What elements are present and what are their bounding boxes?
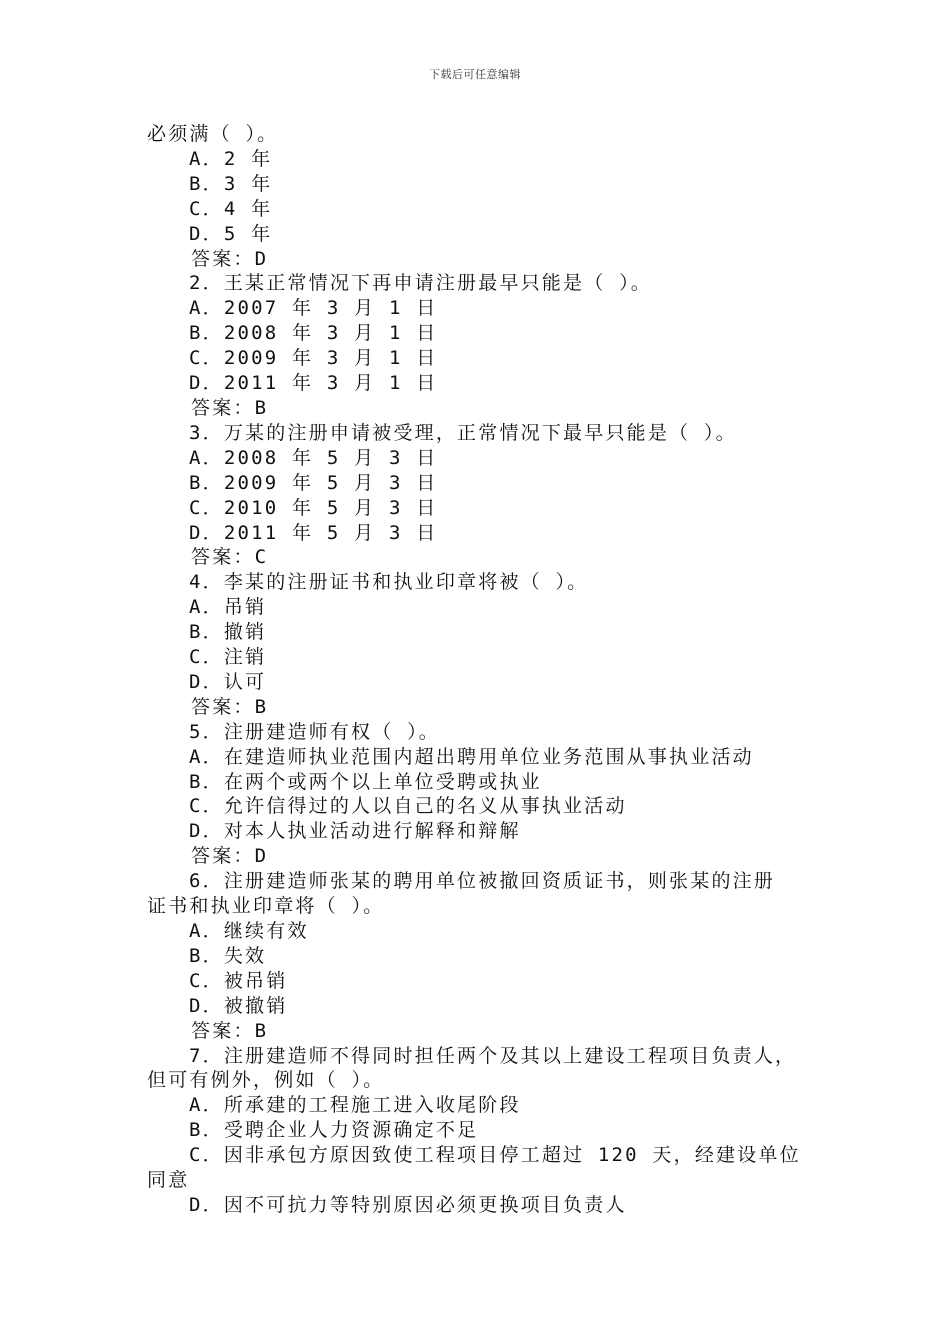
option-d: D．2011 年 3 月 1 日	[189, 372, 438, 395]
option-c: C．注销	[189, 646, 267, 669]
option-a: A．2 年	[189, 147, 273, 170]
answer: 答案：B	[191, 1019, 269, 1042]
option-b: B．2008 年 3 月 1 日	[189, 322, 438, 345]
answer: 答案：B	[191, 695, 269, 718]
question-7-continuation: 但可有例外，例如（ ）。	[147, 1069, 385, 1092]
page-header: 下载后可任意编辑	[429, 68, 521, 81]
option-c: C．2009 年 3 月 1 日	[189, 347, 438, 370]
question-6: 6．注册建造师张某的聘用单位被撤回资质证书，则张某的注册	[189, 870, 776, 893]
option-d: D．2011 年 5 月 3 日	[189, 521, 438, 544]
option-b: B．撤销	[189, 621, 267, 644]
option-a: A．2007 年 3 月 1 日	[189, 297, 438, 320]
option-b: B．在两个或两个以上单位受聘或执业	[189, 770, 542, 793]
option-d: D．对本人执业活动进行解释和辩解	[189, 820, 521, 843]
option-c-continuation: 同意	[147, 1169, 190, 1192]
question-4: 4．李某的注册证书和执业印章将被（ ）。	[189, 571, 589, 594]
question-3: 3．万某的注册申请被受理，正常情况下最早只能是（ ）。	[189, 421, 737, 444]
question-2: 2．王某正常情况下再申请注册最早只能是（ ）。	[189, 272, 652, 295]
option-c: C．4 年	[189, 197, 273, 220]
option-b: B．2009 年 5 月 3 日	[189, 471, 438, 494]
question-6-continuation: 证书和执业印章将（ ）。	[147, 895, 385, 918]
option-c: C．因非承包方原因致使工程项目停工超过 120 天，经建设单位	[189, 1144, 801, 1167]
option-a: A．所承建的工程施工进入收尾阶段	[189, 1094, 521, 1117]
question-7: 7．注册建造师不得同时担任两个及其以上建设工程项目负责人，	[189, 1044, 797, 1067]
option-b: B．3 年	[189, 172, 273, 195]
answer: 答案：D	[191, 247, 269, 270]
option-d: D．因不可抗力等特别原因必须更换项目负责人	[189, 1193, 627, 1216]
option-d: D．5 年	[189, 222, 273, 245]
answer: 答案：D	[191, 845, 269, 868]
option-a: A．2008 年 5 月 3 日	[189, 446, 438, 469]
question-5: 5．注册建造师有权（ ）。	[189, 720, 440, 743]
option-d: D．被撤销	[189, 994, 288, 1017]
option-b: B．受聘企业人力资源确定不足	[189, 1119, 479, 1142]
answer: 答案：C	[191, 546, 269, 569]
option-c: C．2010 年 5 月 3 日	[189, 496, 438, 519]
option-b: B．失效	[189, 944, 267, 967]
answer: 答案：B	[191, 396, 269, 419]
option-c: C．允许信得过的人以自己的名义从事执业活动	[189, 795, 627, 818]
option-a: A．在建造师执业范围内超出聘用单位业务范围从事执业活动	[189, 745, 754, 768]
question-continuation: 必须满（ ）。	[147, 123, 279, 145]
document-body	[147, 122, 827, 1218]
option-c: C．被吊销	[189, 969, 288, 992]
option-a: A．吊销	[189, 596, 267, 619]
option-a: A．继续有效	[189, 920, 309, 942]
option-d: D．认可	[189, 670, 267, 693]
